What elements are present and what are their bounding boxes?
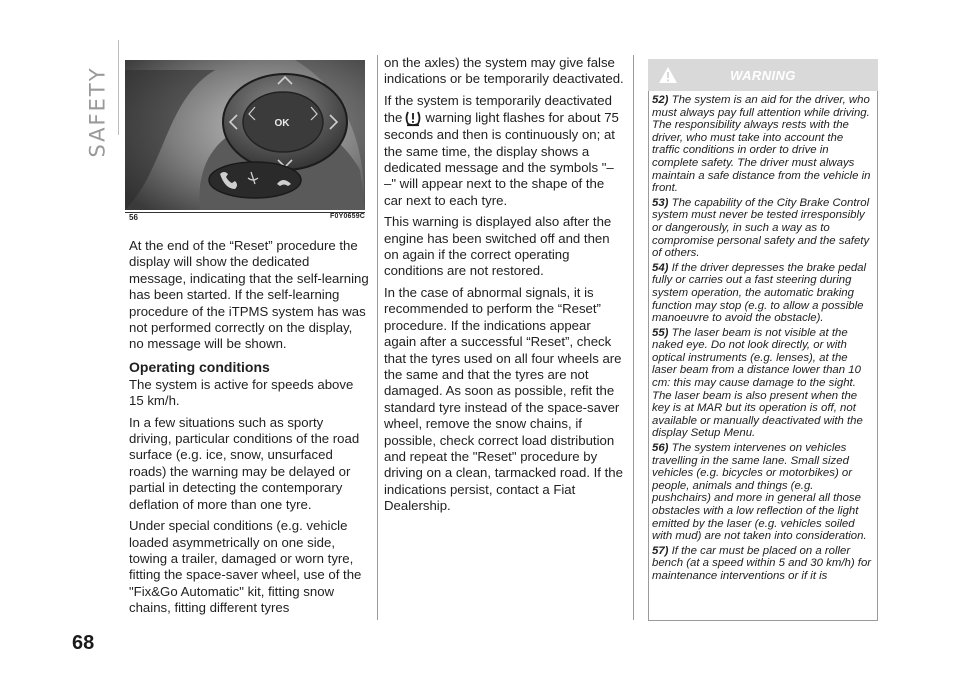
- paragraph: In the case of abnormal signals, it is recommended to perform the “Reset” procedure. If the indications appear again after a successful “Reset”, check that the tyres used on all four wheels are the same and that the tyres are not damaged. As soon as possible, refit the standard tyre instead of the space-saver wheel, remove the snow chains, if possible, check correct load distribution and repeat the "Reset" procedure by driving on a clean, tarmacked road. If the indications persist, contact a Fiat Dealership.: [384, 284, 623, 514]
- warning-box: [648, 59, 878, 622]
- paragraph: The system is active for speeds above 15 km/h.: [129, 376, 354, 409]
- warning-item-text: If the driver depresses the brake pedal fully or carries out a fast steering during system operation, the automatic braking function may stop (e.g. to allow a possible manoeuvre to avoid the obstacle).: [652, 261, 867, 325]
- paragraph: This warning is displayed also after the engine has been switched off and then on again if the correct operating conditions are not restored.: [384, 214, 612, 279]
- steering-wheel-illustration: [125, 60, 365, 210]
- column-middle: [384, 55, 624, 520]
- warning-item-number: 52): [652, 94, 669, 106]
- warning-item-text: The capability of the City Brake Control system must never be tested irresponsibly or dangerously, in such a way as to compromise personal safety and the safety of others.: [652, 196, 870, 260]
- warning-triangle-icon: [658, 65, 678, 85]
- paragraph: Under special conditions (e.g. vehicle loaded asymmetrically on one side, towing a trailer, damaged or worn tyre, fitting the space-saver wheel, use of the "Fix&Go Automatic" kit, fitting snow chains, fitting different tyres: [129, 518, 362, 616]
- section-title: [83, 52, 113, 172]
- warning-item-text: The system intervenes on vehicles travelling in the same lane. Small sized vehicles (e.g. bicycles or motorbikes) or people, animals and things (e.g. pushchairs) and more in general all those obstacles with a low reflection of the light emitted by the laser (e.g. vehicles soiled with mud) are not taken into consideration.: [652, 442, 867, 543]
- warning-item-number: 54): [652, 261, 669, 274]
- figure-number: 56: [129, 213, 138, 222]
- steering-wheel-figure: [125, 60, 365, 210]
- warning-title: WARNING: [730, 67, 796, 83]
- warning-header: [648, 59, 878, 91]
- ok-button-label: OK: [274, 118, 290, 129]
- paragraph: In a few situations such as sporty driving, particular conditions of the road surface (e.g. ice, snow, unsurfaced roads) the warning may be delayed or partial in detecting the contemporary deflation of more than one tyre.: [129, 414, 360, 512]
- section-heading: Operating conditions: [129, 358, 270, 375]
- paragraph-text: warning light flashes for about 75 seconds and then is continuously on; at the same time, the display shows a dedicated message and the symbols "– –" will appear next to the shape of the car next to each tyre.: [384, 110, 619, 208]
- section-title-text: SAFETY: [86, 66, 110, 158]
- warning-item-number: 57): [652, 544, 669, 557]
- warning-item-number: 55): [652, 326, 669, 339]
- tyre-pressure-warning-icon: [404, 109, 422, 127]
- column-divider: [377, 55, 378, 620]
- warning-item: [652, 262, 874, 325]
- figure-code: F0Y0659C: [330, 213, 366, 220]
- paragraph: on the axles) the system may give false indications or be temporarily deactivated.: [384, 55, 624, 87]
- paragraph-text: If the system is temporarily deactivated the: [384, 92, 612, 126]
- warning-item: [652, 545, 874, 583]
- page-number: 68: [72, 632, 95, 654]
- figure-rule: [125, 212, 365, 213]
- column-left: [129, 238, 369, 622]
- warning-item-number: 53): [652, 196, 669, 209]
- warning-item: [652, 94, 874, 195]
- warning-item-text: The system is an aid for the driver, who must always pay full attention while driving. The responsibility always rests with the driver, who must take into account the traffic conditions in order to drive in complete safety. The driver must always maintain a safe distance from the vehicle in front.: [652, 94, 871, 195]
- paragraph-with-icon: [384, 93, 624, 209]
- warning-item: [652, 442, 874, 543]
- warning-item: [652, 327, 874, 440]
- warning-item: [652, 197, 874, 260]
- warning-body: [648, 91, 878, 621]
- warning-item-number: 56): [652, 442, 669, 455]
- warning-item-text: If the car must be placed on a roller bench (at a speed within 5 and 30 km/h) for maintenance interventions or if it is: [652, 544, 872, 582]
- warning-item-text: The laser beam is not visible at the naked eye. Do not look directly, or with optical instruments (e.g. lenses), at the laser beam from a distance lower than 10 cm: this may cause damage to the sight. The laser beam is also present when the key is at MAR but its operation is off, not available or manually deactivated with the display Setup Menu.: [652, 326, 863, 440]
- paragraph: At the end of the “Reset” procedure the display will show the dedicated message, indicating that the self-learning has been started. If the self-learning procedure of the iTPMS system has was not performed correctly on the display, no message will be shown.: [129, 238, 369, 352]
- column-divider: [633, 55, 634, 620]
- section-divider: [118, 40, 119, 135]
